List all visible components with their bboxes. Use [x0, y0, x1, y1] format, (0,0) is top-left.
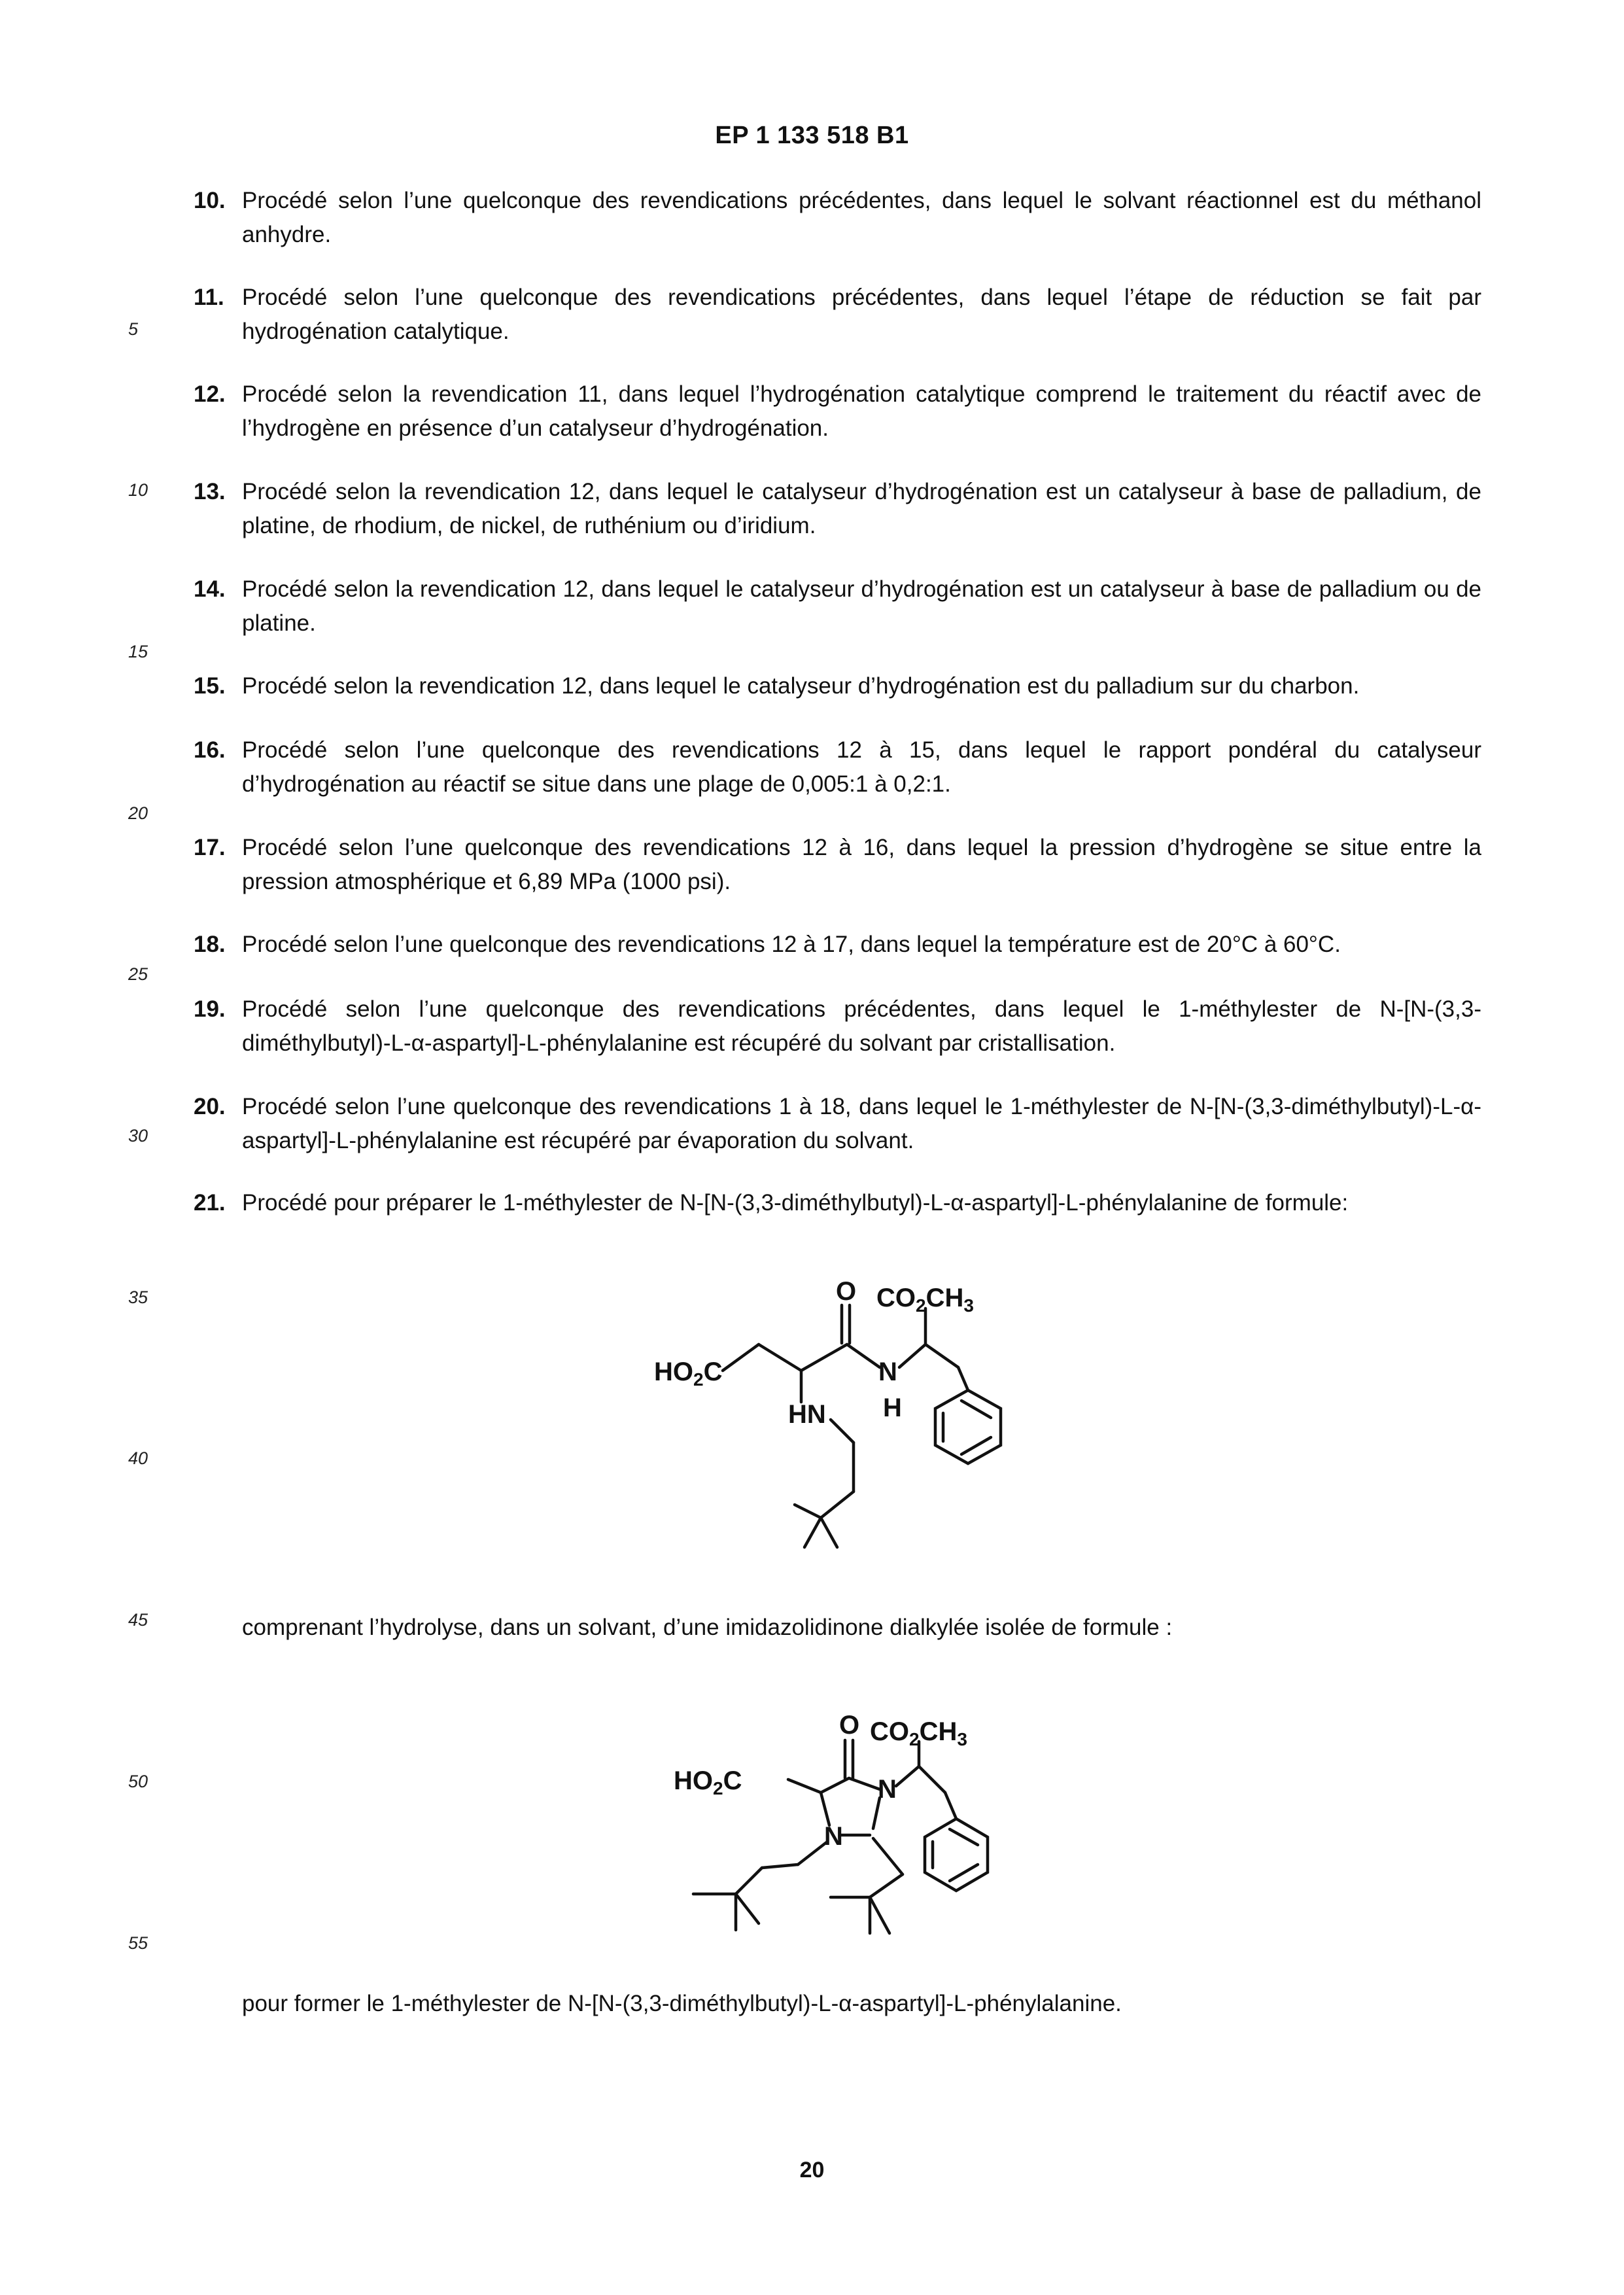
claim-18 — [196, 928, 1481, 962]
carboxylic-acid-label: $HO_2C$ — [654, 1358, 723, 1390]
claim-text: Procédé selon l’une quelconque des revendications 12 à 16, dans lequel la pression d’hydrogène se situe entre la pression atmosphérique et 6,89 MPa (1000 psi). — [242, 835, 1481, 894]
claim-11 — [196, 281, 1481, 349]
claim-number: 15. — [194, 673, 226, 699]
claim-10 — [196, 184, 1481, 252]
claim-20 — [196, 1090, 1481, 1158]
line-number: 40 — [128, 1448, 148, 1468]
claim-text: Procédé selon l’une quelconque des revendications précédentes, dans lequel le solvant réactionnel est du méthanol anhydre. — [242, 188, 1481, 247]
claim-text: Procédé selon la revendication 12, dans lequel le catalyseur d’hydrogénation est du palladium sur du charbon. — [242, 673, 1360, 699]
claim-text: Procédé selon l’une quelconque des revendications 12 à 15, dans lequel le rapport pondéral du catalyseur d’hydrogénation au réactif se situe dans une plage de 0,005:1 à 0,2:1. — [242, 737, 1481, 797]
structure-drawing — [654, 1272, 1060, 1580]
line-number: 35 — [128, 1288, 148, 1307]
claim-number: 16. — [194, 737, 226, 763]
line-number: 30 — [128, 1126, 148, 1146]
line-number: 45 — [128, 1610, 148, 1630]
ring-nitrogen-label: N — [878, 1775, 897, 1804]
claim-number: 11. — [194, 285, 224, 310]
claim-17 — [196, 831, 1481, 899]
chemical-structure-neotame — [654, 1272, 1060, 1583]
line-number: 15 — [128, 642, 148, 661]
claim-number: 12. — [194, 381, 226, 407]
structure-drawing — [674, 1701, 1066, 1963]
ring-nitrogen-label: N — [824, 1822, 843, 1851]
carboxylic-acid-label: $HO_2C$ — [674, 1766, 742, 1798]
claim-19 — [196, 992, 1481, 1060]
claim-number: 13. — [194, 479, 226, 504]
claim-number: 19. — [194, 996, 226, 1022]
claim-14 — [196, 572, 1481, 640]
claim-number: 10. — [194, 188, 226, 213]
claim-text: Procédé selon l’une quelconque des revendications précédentes, dans lequel l’étape de réduction se fait par hydrogénation catalytique. — [242, 285, 1481, 344]
amine-label: HN — [788, 1400, 826, 1429]
ester-group-label: $CO_2CH_3$ — [870, 1717, 967, 1749]
amide-hydrogen-label: H — [883, 1393, 902, 1422]
ester-group-label: $CO_2CH_3$ — [876, 1284, 974, 1316]
claim-text: Procédé selon l’une quelconque des revendications précédentes, dans lequel le 1-méthylester de N-[N-(3,3-diméthylbutyl)-L-α-aspartyl]-L-phénylalanine est récupéré du solvant par cristallisation. — [242, 996, 1481, 1056]
line-number: 20 — [128, 803, 148, 823]
claim-text: Procédé selon l’une quelconque des revendications 12 à 17, dans lequel la température est de 20°C à 60°C. — [242, 932, 1341, 957]
line-number: 55 — [128, 1933, 148, 1953]
line-number: 50 — [128, 1772, 148, 1791]
claim-number: 14. — [194, 576, 226, 602]
document-number: EP 1 133 518 B1 — [715, 122, 909, 149]
claim-number: 21. — [194, 1190, 226, 1216]
claim-16 — [196, 733, 1481, 801]
line-number: 10 — [128, 480, 148, 500]
intermediate-paragraph: comprenant l’hydrolyse, dans un solvant, d’une imidazolidinone dialkylée isolée de formule : — [242, 1615, 1173, 1640]
amide-nitrogen-label: N — [878, 1358, 897, 1386]
carbonyl-oxygen-label: O — [836, 1277, 857, 1306]
carbonyl-oxygen-label: O — [839, 1711, 860, 1740]
claim-15 — [196, 669, 1481, 703]
claim-12 — [196, 377, 1481, 446]
claim-text: Procédé pour préparer le 1-méthylester de N-[N-(3,3-diméthylbutyl)-L-α-aspartyl]-L-phénylalanine de formule: — [242, 1190, 1349, 1216]
claim-text: Procédé selon la revendication 12, dans lequel le catalyseur d’hydrogénation est un catalyseur à base de palladium ou de platine. — [242, 576, 1481, 636]
line-number: 25 — [128, 964, 148, 984]
claim-number: 18. — [194, 932, 226, 957]
claim-text: Procédé selon l’une quelconque des revendications 1 à 18, dans lequel le 1-méthylester de N-[N-(3,3-diméthylbutyl)-L-α-aspartyl]-L-phénylalanine est récupéré par évaporation du solvant. — [242, 1094, 1481, 1153]
claim-number: 17. — [194, 835, 226, 860]
claim-text: Procédé selon la revendication 11, dans lequel l’hydrogénation catalytique comprend le traitement du réactif avec de l’hydrogène en présence d’un catalyseur d’hydrogénation. — [242, 381, 1481, 441]
claim-13 — [196, 475, 1481, 543]
claim-number: 20. — [194, 1094, 226, 1119]
chemical-structure-imidazolidinone — [674, 1701, 1066, 1966]
page-number: 20 — [799, 2158, 825, 2182]
line-number: 5 — [128, 319, 139, 339]
claim-21 — [196, 1186, 1481, 1220]
closing-paragraph: pour former le 1-méthylester de N-[N-(3,3-diméthylbutyl)-L-α-aspartyl]-L-phénylalanine. — [242, 1991, 1122, 2016]
claim-text: Procédé selon la revendication 12, dans lequel le catalyseur d’hydrogénation est un catalyseur à base de palladium, de platine, de rhodium, de nickel, de ruthénium ou d’iridium. — [242, 479, 1481, 538]
